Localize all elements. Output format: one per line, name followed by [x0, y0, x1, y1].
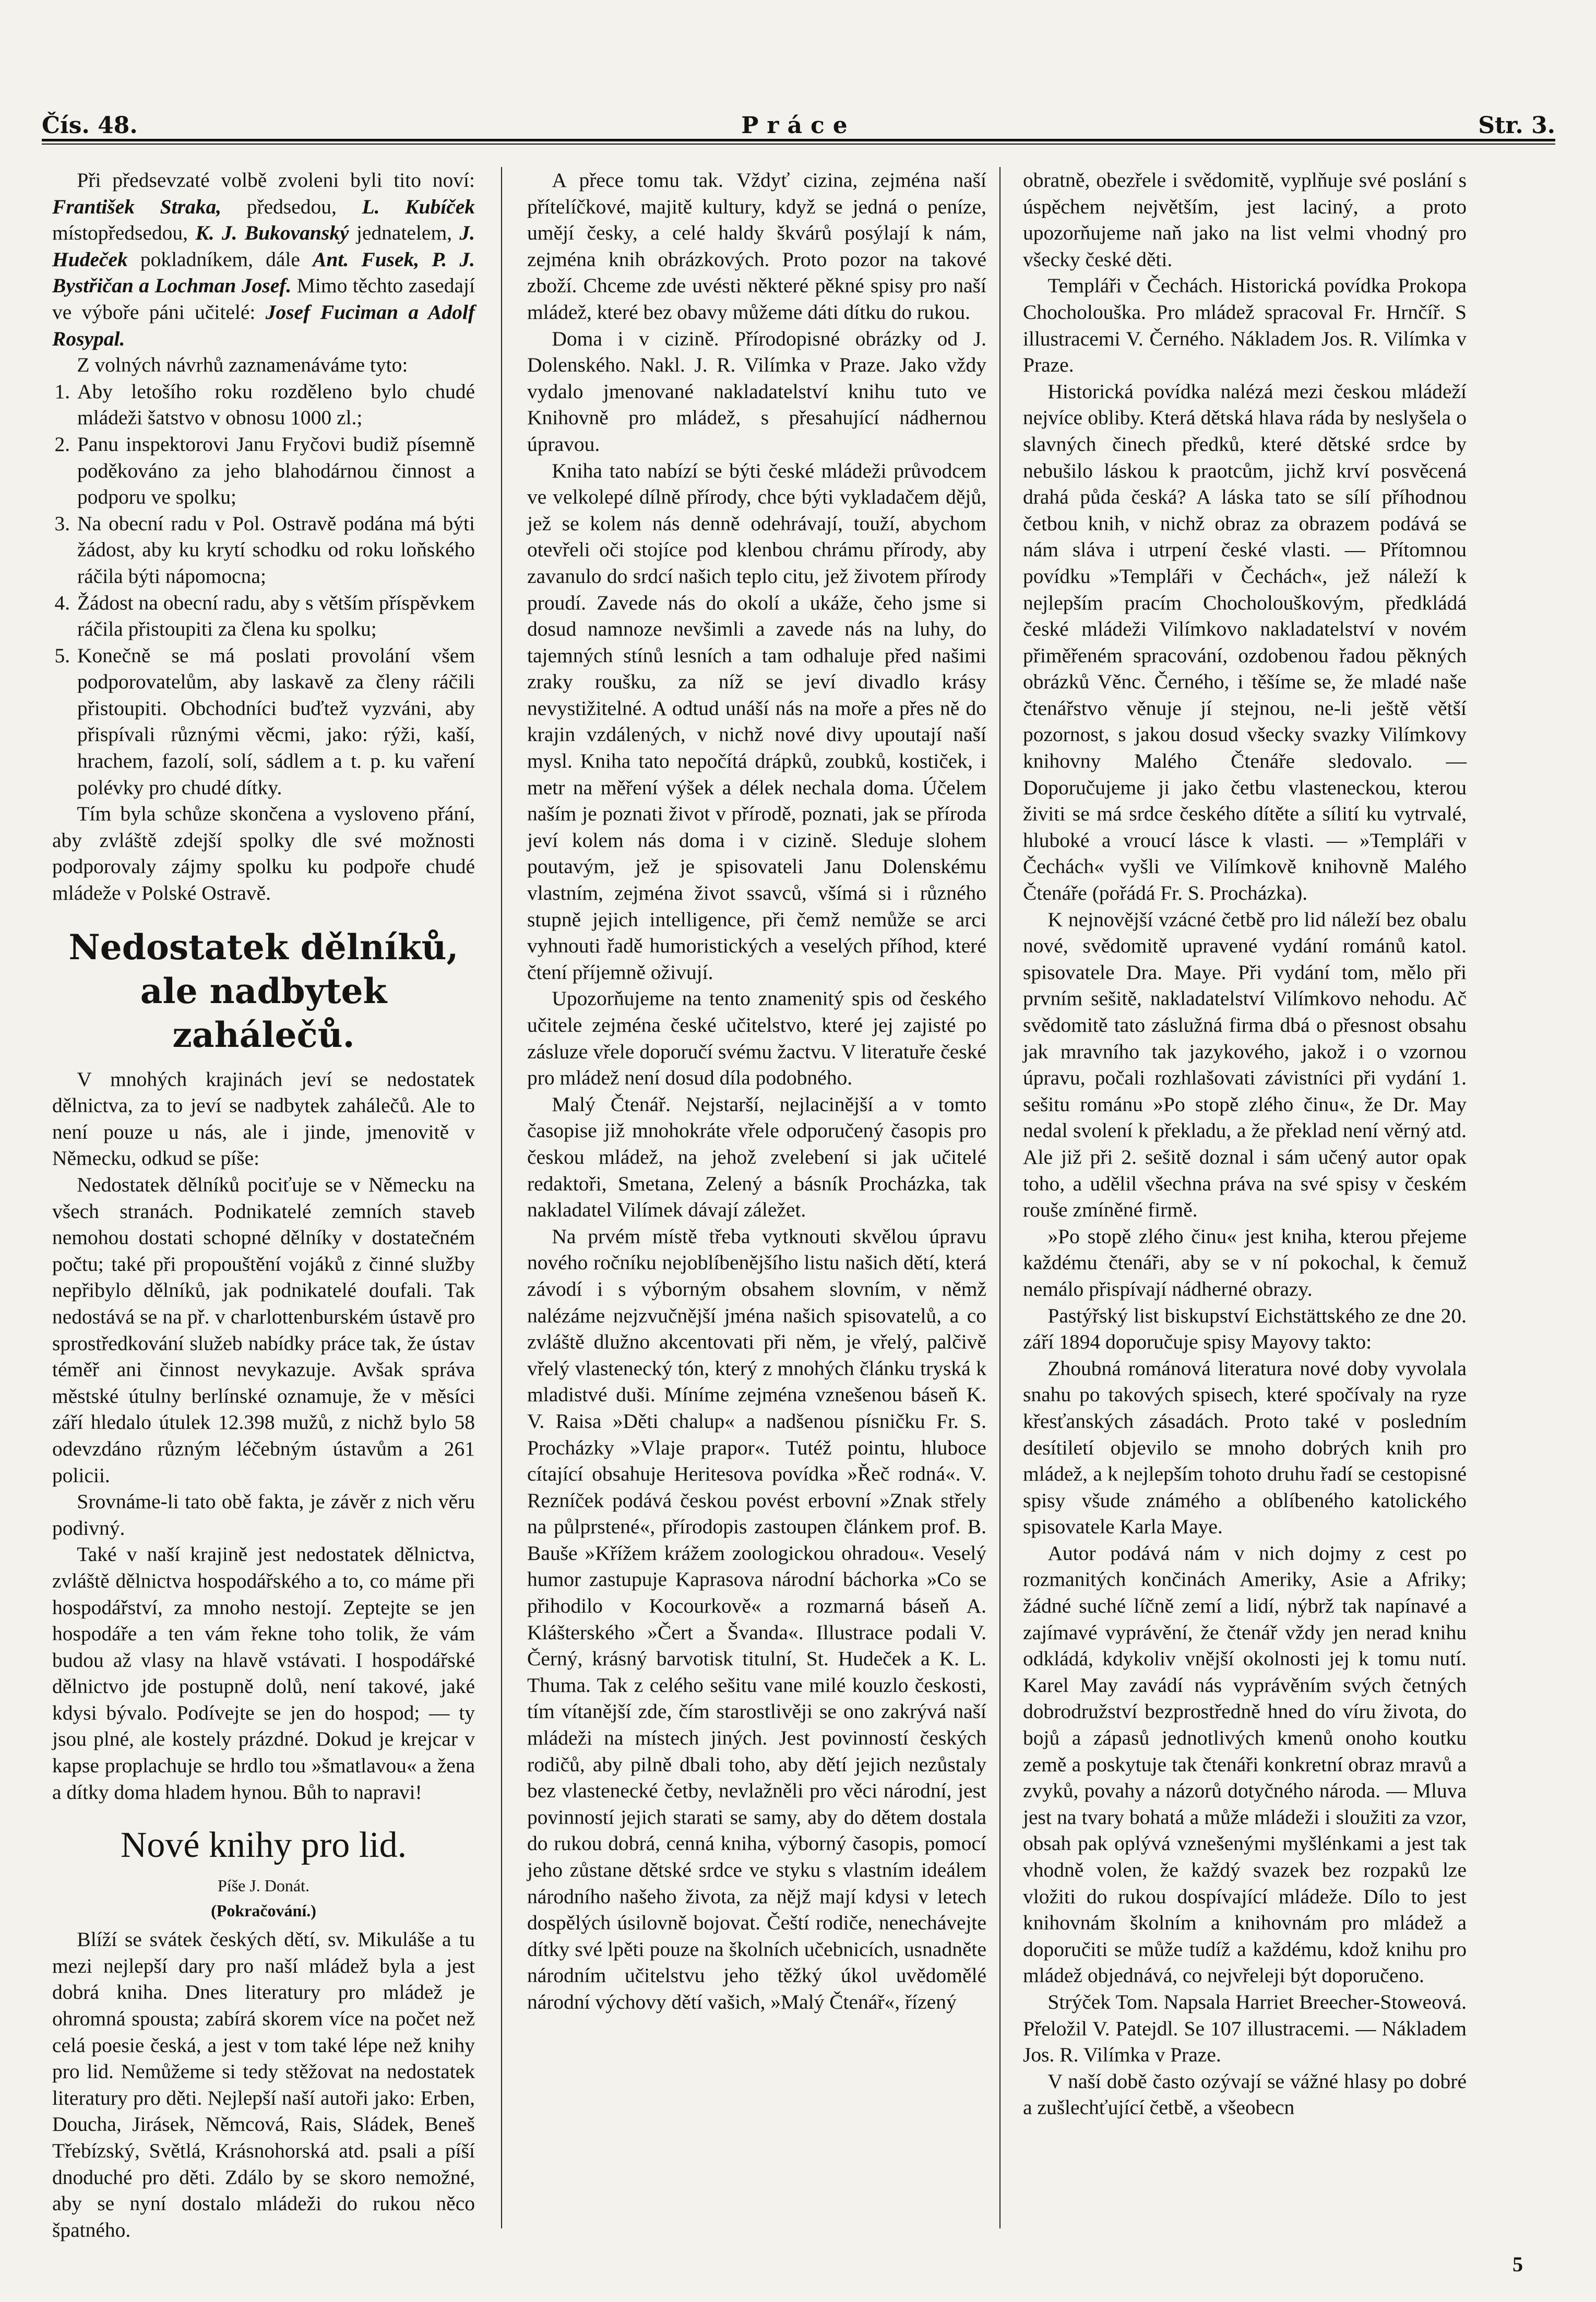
proposals-list [52, 378, 475, 801]
article-paragraph: obratně, obezřele i svědomitě, vyplňuje své poslání s úspěchem největším, jest laciný, a proto upozorňujeme naň jako na list velmi vhodný pro všecky české děti. [1023, 169, 1467, 271]
article-paragraph: Také v naší krajině jest nedostatek dělnictva, zvláště dělnictva hospodářského a to, co máme při hospodářství, za mnoho nestojí. Zeptejte se jen hospodáře a ten vám řekne toho tolik, že vám budou až vlasy na hlavě vstávati. I hospodářské dělnictvo jde postupně dolů, není takové, jaké kdysi bývalo. Podívejte se jen do hospod; — ty jsou plné, ale kostely prázdné. Dokud je krejcar v kapse proplachuje se hrdlo tou »šmatlavou« a žena a dítky doma hladem hynou. Bůh to napravi! [52, 1543, 475, 1804]
article-paragraph: Na prvém místě třeba vytknouti skvělou úpravu nového ročníku nejoblíbenějšího listu našich dětí, která závodí i s výborným obsahem slovním, v němž nalézáme nejzvučnější jména našich spisovatelů, a co zvláště dlužno akcentovati při něm, je vřelý, palčivě vřelý vlastenecký tón, který z mnohých článku tryská k mladistvé duši. Míníme zejména vznešenou báseň K. V. Raisa »Děti chalup« a nadšenou písničku Fr. S. Procházky »Vlaje prapor«. Tutéž pointu, hluboce cítající obsahuje Heritesova povídka »Řeč rodná«. V. Rezníček podává českou povést erbovní »Znak střely na půlprstené«, přírodopis zastoupen článkem prof. B. Bauše »Křížem krážem zoologickou ohradou«. Veselý humor zastupuje Kaprasova národní báchorka »Co se přihodilo v Kocourkově« a rozmarná báseň A. Klášterského »Čert a Švanda«. Illustrace podali V. Černý, krásný barvotisk titulní, St. Hudeček a K. L. Thuma. Tak z celého sešitu vane milé kouzlo českosti, tím vítanější zde, čím starostlivěji se ono zakrývá naší mládeži na místech jiných. Jest povinností českých rodičů, aby pilně dbali toho, aby dětí jejich nezůstaly bez vlastenecké četby, nevlažněli pro věci národní, jest povinností jejich starati se samy, aby do dětem dostala do rukou dobrá, cenná kniha, výborný časopis, pomocí jeho zůstane dětské srdce ve styku s vlastním ideálem národního našeho života, za nějž mají kdysi v letech dospělých úsilovně bojovat. Čeští rodiče, nenechávejte dítky své lpěti pouze na školních učebnicích, usnadněte národním učitelstvu jeho těžký úkol uvědomělé národní výchovy dětí vašich, »Malý Čtenář«, řízený [527, 1224, 986, 2013]
article-paragraph: V mnohých krajinách jeví se nedostatek dělnictva, za to jeví se nadbytek zahálečů. Ale to není pouze u nás, ale i jinde, jmenovitě v Německu, odkud se píše: [52, 1067, 475, 1170]
article-paragraph: Srovnáme-li tato obě fakta, je závěr z nich věru podivný. [52, 1490, 475, 1540]
article-paragraph: Blíží se svátek českých dětí, sv. Mikuláše a tu mezi nejlepší dary pro naší mládež byla a jest dobrá kniha. Dnes literatury pro mládež je ohromná spousta; zabírá skorem více na počet než celá poesie česká, a jest v tom také lépe než knihy pro lid. Nemůžeme si tedy stěžovat na nedostatek literatury pro děti. Nejlepší naší autoři jako: Erben, Doucha, Jirásek, Němcová, Rais, Sládek, Beneš Třebízský, Světlá, Krásnohorská atd. psali a píší dnoduché pro děti. Zdálo by se skoro nemožné, aby se nyní dostalo mládeži do rukou něco špatného. [52, 1928, 475, 2241]
article-paragraph: Nedostatek dělníků pociťuje se v Německu na všech stranách. Podnikatelé zemních staveb nemohou dostati schopné dělníky v dostatečném počtu; také při propouštění vojáků z činné služby nepřibylo dělníků, jak podnikatelé doufali. Tak nedostává se na př. v charlottenburském ústavě pro sprostředkování služeb nabídky práce tak, že ústav téměř ani činnost nevykazuje. Avšak správa městské útulny berlínské oznamuje, že v měsíci září hledalo útulek 12.398 mužů, z nichž bylo 58 odevzdáno různým léčebným ústavům a 261 policii. [52, 1173, 475, 1487]
issue-number: Čís. 48. [42, 112, 138, 139]
article-byline: Píše J. Donát. [218, 1876, 309, 1895]
page-label: Str. 3. [1478, 112, 1555, 139]
proposals-intro: Z volných návrhů zaznamenáváme tyto: [77, 353, 408, 377]
list-item: 5. Konečně se má poslati provolání všem podporovatelům, aby laskavě za členy ráčili přistoupiti. Obchodníci buďtež vyzváni, aby přispívali různými věcmi, jako: rýži, kaší, hrachem, fazolí, solí, sádlem a t. p. ku vaření polévky pro chudé dítky. [75, 642, 475, 801]
article-title: Nové knihy pro lid. [120, 1825, 407, 1866]
column-1 [52, 167, 475, 2243]
article-paragraph: K nejnovější vzácné četbě pro lid náleží bez obalu nové, svědomitě upravené vydání románů katol. spisovatele Dra. Maye. Při vydání tom, mělo při prvním sešitě, nakladatelství Vilímkovo nehodu. Ač svědomitě tato záslužná firma dbá o přesnost obsahu jak mravního tak jazykového, jakož i o vzornou úpravu, počali rozhlašovati závistníci při vydání 1. sešitu románu »Po stopě zlého činu«, že Dr. May nedal svolení k překladu, a že překlad není věrný atd. Ale již při 2. sešitě doznal i sám učený autor opak toho, a udělil všechna práva na své spisy v českém rouše zmíněné firmě. [1023, 908, 1467, 1222]
page-number: 5 [1512, 2252, 1523, 2276]
column-2 [527, 167, 986, 2015]
continued-label: (Pokračování.) [211, 1901, 316, 1921]
header-rule-thin [42, 144, 1555, 145]
article-paragraph: Autor podává nám v nich dojmy z cest po rozmanitých končinách Ameriky, Asie a Afriky; žádné suché líčně zemí a lidí, nýbrž tak napínavé a zajímavé vyprávění, že čtenář vždy jen nerad knihu odkládá, kdykoliv vnější okolnosti jej k tomu nutí. Karel May zavádí nás vyprávěním svých četných dobrodružství bezprostředně hned do víru života, do bojů a zápasů jednotlivých kmenů onoho koutku země a poskytuje tak čtenáři konkretní obraz mravů a zvyků, povahy a názorů dotyčného národa. — Mluva jest na tvary bohatá a může mládeži i sloužiti za vzor, obsah pak oplývá vznešenými myšlénkami a jest tak vhodně volen, že každý svazek bez rozpaků lze vložiti do rukou dospívající mládeže. Dílo to jest knihovnám školním a knihovnám pro mládež a doporučiti se může tudíž a každému, kdož knihu pro mládež objednává, co nejvřeleji být doporučeno. [1023, 1541, 1467, 1987]
article-paragraph: Upozorňujeme na tento znamenitý spis od českého učitele zejména české učitelstvo, které jej zajisté po zásluze vřele doporučí svému žactvu. V literatuře české pro mládež není dosud díla podobného. [527, 987, 986, 1090]
list-item: 2. Panu inspektorovi Janu Fryčovi budiž písemně poděkováno za jeho blahodárnou činnost a podporu ve spolku; [75, 431, 475, 510]
book-review-paragraph: Doma i v cizině. Přírodopisné obrázky od J. Dolenského. Nakl. J. R. Vilímka v Praze. Jako vždy vydalo jmenované nakladatelství knihu tuto ve Knihovně pro mládež, s přesahující nádhernou úpravou. [527, 327, 986, 456]
article-paragraph: V naší době často ozývají se vážné hlasy po dobré a zušlechťující četbě, a všeobecn [1023, 2069, 1467, 2119]
book-review-paragraph: Strýček Tom. Napsala Harriet Breecher-Stoweová. Přeložil V. Patejdl. Se 107 illustracemi. — Nákladem Jos. R. Vilímka v Praze. [1023, 1990, 1467, 2067]
article-paragraph: Pastýřský list biskupství Eichstättského ze dne 20. září 1894 doporučuje spisy Mayovy takto: [1023, 1304, 1467, 1354]
article-paragraph: »Po stopě zlého činu« jest kniha, kterou přejeme každému čtenáři, aby se v ní pokochal, k čemuž nemálo přispívají nádherné obrazy. [1023, 1224, 1467, 1301]
list-item: 1. Aby letošího roku rozděleno bylo chudé mládeži šatstvo v obnosu 1000 zl.; [75, 378, 475, 431]
newspaper-title: Práce [741, 112, 856, 139]
article-paragraph: Kniha tato nabízí se býti české mládeži průvodcem ve velkolepé dílně přírody, chce býti vykladačem dějů, jež se kolem nás denně odehrávají, touží, abychom otevřeli oči stojíce pod klenbou chrámu přírody, aby zavanulo do srdcí našich teplo citu, jež životem přírody proudí. Zavede nás do okolí a ukáže, čeho jsme si dosud namnoze nevšimli a zavede nás na luhy, do tajemných stínů lesních a tam odhaluje před našimi zraky roušku, za níž se jeví divadlo krásy nevystižitelné. A odtud unáší nás na moře a přes ně do krajin vzdálených, v nichž nové divy upoutají naší mysl. Kniha tato nepočítá drápků, zoubků, kostiček, i metr na měření výšek a délek nechala doma. Účelem naším je poznati život v přírodě, poznati, jak se příroda jeví kolem nás doma i v cizině. Sleduje slohem poutavým, jež je spisovateli Janu Dolenskému vlastním, zejména život ssavců, všímá si i různého stupně jejich intelligence, při čemž nemůže se arci vyhnouti řadě humoristických a veselých příhod, které čtení příjemně oživují. [527, 459, 986, 984]
header-rule [42, 139, 1555, 141]
meeting-closing-paragraph: Tím byla schůze skončena a vysloveno přání, aby zvláště zdejší spolky dle své možnosti podporovaly zájmy spolku ku podpoře chudé mládeže v Polské Ostravě. [52, 802, 475, 905]
book-review-paragraph: Templáři v Čechách. Historická povídka Prokopa Chocholouška. Pro mládež spracoval Fr. Hrnčíř. S illustracemi V. Černého. Nákladem Jos. R. Vilímka v Praze. [1023, 274, 1467, 377]
article-paragraph: A přece tomu tak. Vždyť cizina, zejména naší přítelíčkové, majitě kultury, když se jedná o peníze, umějí česky, a celé haldy škvárů posýlají k nám, zejména knih obrázkových. Proto pozor na takové zboží. Chceme zde uvésti některé pěkné spisy pro naší mládež, které bez obavy můžeme dáti dítku do rukou. [527, 169, 986, 324]
column-divider [501, 167, 502, 2228]
article-title: Nedostatek dělníků, ale nadbytek zahálečů. [68, 926, 459, 1055]
meeting-report-paragraph: Při předsevzaté volbě zvoleni byli tito noví: František Straka, předsedou, L. Kubíček místopředsedou, K. J. Bukovanský jednatelem, J. Hudeček pokladníkem, dále Ant. Fusek, P. J. Bystřičan a Lochman Josef. Mimo těchto zasedají ve výboře páni učitelé: Josef Fuciman a Adolf Rosypal. [52, 169, 475, 350]
book-review-paragraph: Malý Čtenář. Nejstarší, nejlacinější a v tomto časopise již mnohokráte vřele odporučený časopis pro českou mládež, na jehož zvelebení si jak učitelé redaktoři, Smetana, Zelený a básník Procházka, tak nakladatel Vilímek dávají záležet. [527, 1092, 986, 1222]
article-paragraph: Historická povídka nalézá mezi českou mládeží nejvíce obliby. Která dětská hlava ráda by neslyšela o slavných činech předků, které dětské srdce by nebušilo láskou k praotcům, jichž krví posvěcená drahá půda česká? A láska tato se sílí příhodnou četbou knih, v nichž obraz za obrazem podává se nám sláva i utrpení české vlasti. — Přítomnou povídku »Templáři v Čechách«, jež náleží k nejlepším pracím Chocholouškovým, předkládá české mládeži Vilímkovo nakladatelství v novém přiměřeném spracování, ozdobenou řadou pěkných obrázků Věnc. Černého, i těšíme se, že mladé naše čtenářstvo věnuje jí stejnou, ne-li ještě větší pozornost, s jakou dosud všecky svazky Vilímkovy knihovny Malého Čtenáře sledovalo. — Doporučujeme ji jako četbu vlasteneckou, kterou živiti se má srdce českého dítěte a sílití ku vytrvalé, hluboké a vroucí lásce k vlasti. — »Templáři v Čechách« vyšli ve Vilímkově knihovně Malého Čtenáře (pořádá Fr. S. Procházka). [1023, 379, 1467, 905]
list-item: 3. Na obecní radu v Pol. Ostravě podána má býti žádost, aby ku krytí schodku od roku loňského ráčila býti nápomocna; [75, 510, 475, 590]
column-3 [1023, 167, 1467, 2121]
column-divider [999, 167, 1001, 2228]
list-item: 4. Žádost na obecní radu, aby s větším příspěvkem ráčila přistoupiti za člena ku spolku; [75, 590, 475, 642]
article-paragraph: Zhoubná románová literatura nové doby vyvolala snahu po takových spisech, které spočívaly na ryze křesťanských zásadách. Proto také v posledním desítiletí objevilo se mnoho dobrých knih pro mládež, a k nejlepším tohoto druhu řadí se cestopisné spisy všude známého a oblíbeného katolického spisovatele Karla Maye. [1023, 1356, 1467, 1538]
